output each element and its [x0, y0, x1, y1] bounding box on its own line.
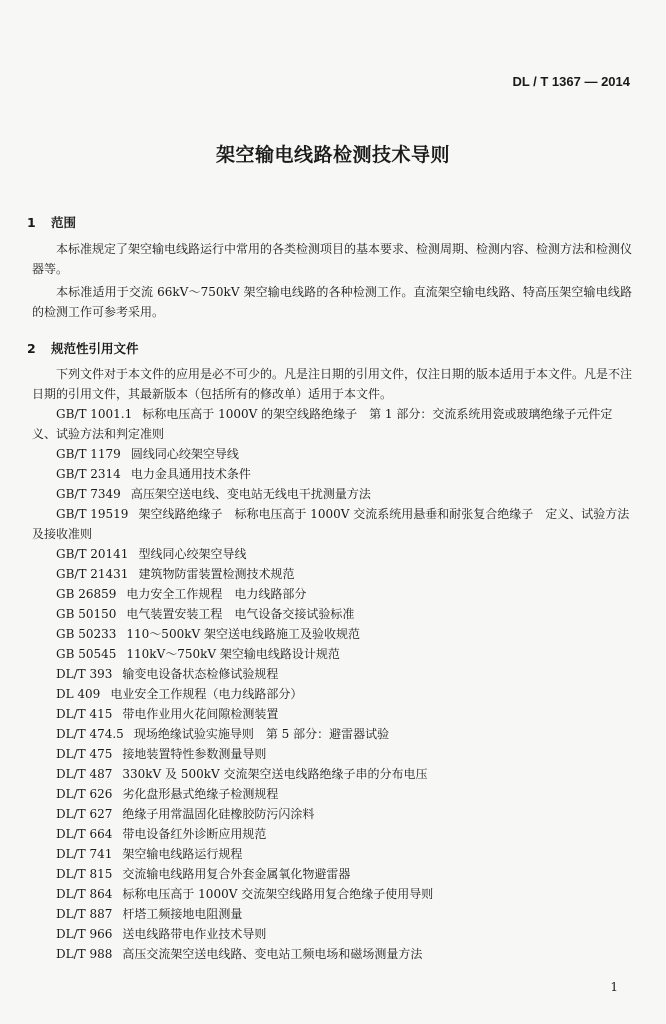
reference-title: 绝缘子用常温固化硅橡胶防污闪涂料 [122, 807, 315, 821]
reference-item [32, 924, 632, 944]
section-2-number: 2 [27, 341, 36, 356]
reference-code: GB/T 2314 [56, 467, 121, 481]
reference-item [32, 904, 632, 924]
reference-title: 高压交流架空送电线路、变电站工频电场和磁场测量方法 [122, 947, 423, 961]
document-title: 架空输电线路检测技术导则 [215, 144, 450, 166]
reference-code: GB 50545 [56, 647, 117, 661]
reference-item [32, 484, 632, 504]
reference-title: 架空输电线路运行规程 [122, 847, 243, 861]
reference-item [32, 444, 632, 464]
reference-code: DL/T 887 [56, 907, 113, 921]
reference-title: 标称电压高于 1000V 交流架空线路用复合绝缘子使用导则 [122, 887, 434, 901]
reference-item [32, 944, 632, 964]
reference-item [32, 584, 632, 604]
reference-code: DL/T 626 [56, 787, 113, 801]
reference-item [32, 684, 632, 704]
section-2-title: 规范性引用文件 [51, 341, 139, 356]
reference-title: 电力安全工作规程 电力线路部分 [126, 587, 307, 601]
reference-code: DL/T 487 [56, 767, 113, 781]
reference-item [32, 824, 632, 844]
reference-title: 电业安全工作规程（电力线路部分） [110, 687, 303, 701]
reference-code: GB 26859 [56, 587, 117, 601]
reference-title: 劣化盘形悬式绝缘子检测规程 [122, 787, 279, 801]
standard-code: DL / T 1367 — 2014 [512, 74, 630, 89]
reference-code: DL/T 475 [56, 747, 113, 761]
reference-code: DL/T 627 [56, 807, 113, 821]
reference-code: DL/T 864 [56, 887, 113, 901]
reference-code: DL/T 415 [56, 707, 113, 721]
reference-title: 110kV～750kV 架空输电线路设计规范 [126, 647, 340, 661]
reference-code: GB/T 1179 [56, 447, 121, 461]
reference-title: 输变电设备状态检修试验规程 [122, 667, 279, 681]
reference-code: GB 50233 [56, 627, 117, 641]
reference-item [32, 664, 632, 684]
reference-item [32, 644, 632, 664]
reference-item [32, 724, 632, 744]
reference-code: DL 409 [56, 687, 101, 701]
reference-item [32, 704, 632, 724]
reference-title: 带电设备红外诊断应用规范 [122, 827, 267, 841]
reference-code: DL/T 815 [56, 867, 113, 881]
reference-item [32, 884, 632, 904]
reference-code: GB/T 21431 [56, 567, 129, 581]
reference-item [32, 624, 632, 644]
reference-title: 高压架空送电线、变电站无线电干扰测量方法 [130, 487, 371, 501]
reference-item [32, 744, 632, 764]
reference-item [32, 604, 632, 624]
reference-title: 电气装置安装工程 电气设备交接试验标准 [126, 607, 355, 621]
reference-title: 架空线路绝缘子 标称电压高于 1000V 交流系统用悬垂和耐张复合绝缘子 定义、试验方法及接收准则 [32, 507, 630, 541]
reference-code: GB/T 19519 [56, 507, 129, 521]
reference-title: 接地装置特性参数测量导则 [122, 747, 267, 761]
reference-code: GB/T 1001.1 [56, 407, 133, 421]
reference-code: DL/T 741 [56, 847, 113, 861]
references-intro: 下列文件对于本文件的应用是必不可少的。凡是注日期的引用文件，仅注日期的版本适用于本文件。凡是不注日期的引用文件，其最新版本（包括所有的修改单）适用于本文件。 [32, 367, 633, 401]
reference-code: DL/T 393 [56, 667, 113, 681]
reference-item [32, 564, 632, 584]
page-number: 1 [610, 980, 618, 994]
reference-code: GB 50150 [56, 607, 117, 621]
reference-title: 建筑物防雷装置检测技术规范 [138, 567, 295, 581]
reference-code: DL/T 988 [56, 947, 113, 961]
section-1-heading [27, 213, 76, 231]
section-1-title: 范围 [51, 215, 77, 230]
reference-item [32, 784, 632, 804]
section-2-heading [27, 339, 139, 357]
reference-code: GB/T 20141 [56, 547, 129, 561]
reference-title: 现场绝缘试验实施导则 第 5 部分：避雷器试验 [133, 727, 390, 741]
reference-code: DL/T 966 [56, 927, 113, 941]
reference-code: DL/T 474.5 [56, 727, 124, 741]
reference-title: 圆线同心绞架空导线 [130, 447, 239, 461]
reference-item [32, 864, 632, 884]
reference-item [32, 504, 632, 544]
reference-code: DL/T 664 [56, 827, 113, 841]
reference-item [32, 764, 632, 784]
reference-item [32, 844, 632, 864]
reference-title: 杆塔工频接地电阻测量 [122, 907, 243, 921]
reference-list [32, 404, 632, 964]
reference-title: 交流输电线路用复合外套金属氧化物避雷器 [122, 867, 351, 881]
reference-title: 电力金具通用技术条件 [130, 467, 251, 481]
reference-code: GB/T 7349 [56, 487, 121, 501]
reference-title: 型线同心绞架空导线 [138, 547, 247, 561]
reference-title: 330kV 及 500kV 交流架空送电线路绝缘子串的分布电压 [122, 767, 428, 781]
reference-item [32, 464, 632, 484]
reference-item [32, 544, 632, 564]
scope-paragraph-2: 本标准适用于交流 66kV～750kV 架空输电线路的各种检测工作。直流架空输电线路、特高压架空输电线路的检测工作可参考采用。 [32, 285, 632, 319]
reference-title: 标称电压高于 1000V 的架空线路绝缘子 第 1 部分：交流系统用瓷或玻璃绝缘子元件定义、试验方法和判定准则 [32, 407, 613, 441]
section-1-number: 1 [27, 215, 36, 230]
reference-title: 110～500kV 架空送电线路施工及验收规范 [126, 627, 360, 641]
reference-title: 送电线路带电作业技术导则 [122, 927, 267, 941]
reference-item [32, 804, 632, 824]
reference-title: 带电作业用火花间隙检测装置 [122, 707, 279, 721]
reference-item [32, 404, 632, 444]
scope-paragraph-1: 本标准规定了架空输电线路运行中常用的各类检测项目的基本要求、检测周期、检测内容、检测方法和检测仪器等。 [32, 242, 633, 276]
